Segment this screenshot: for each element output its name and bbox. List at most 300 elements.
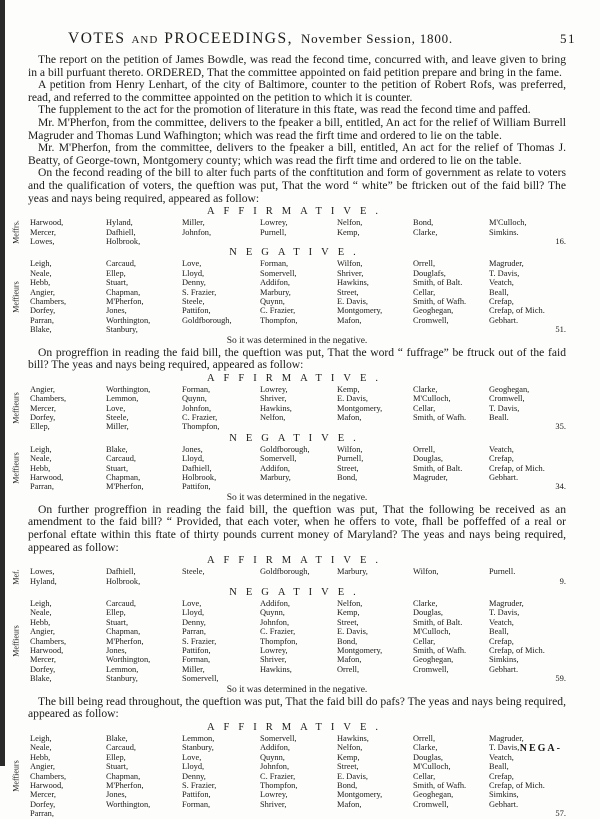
member-name: Steele, xyxy=(106,413,129,422)
member-name: Somervell, xyxy=(260,454,297,464)
member-name: Forman, xyxy=(182,655,211,665)
member-name: Neale, xyxy=(30,608,52,618)
vote-heading: NEGATIVE. xyxy=(229,587,365,599)
member-name: Street, xyxy=(337,762,359,772)
member-name: Chapman, xyxy=(106,771,141,781)
member-name: Holbrook, xyxy=(182,473,217,483)
member-name: Montgomery, xyxy=(337,646,383,656)
member-name: M'Culloch, xyxy=(413,394,451,404)
member-name: Veatch, xyxy=(489,444,514,454)
member-name: Cellar, xyxy=(413,771,436,781)
name-column xyxy=(106,385,182,432)
member-name: Dorfey, xyxy=(30,799,56,809)
name-column xyxy=(337,385,413,432)
member-name: Smith, of Balt. xyxy=(413,617,463,627)
member-name: Magruder, xyxy=(489,733,524,743)
member-name: Wilfon, xyxy=(413,567,439,577)
member-name: Montgomery, xyxy=(337,403,383,413)
member-name: Clarke, xyxy=(413,599,438,609)
member-name: Forman, xyxy=(260,259,289,269)
member-name: Simkins. xyxy=(489,227,519,237)
vote-name-grid xyxy=(11,218,566,246)
member-name: Johnfon, xyxy=(182,227,212,237)
member-name: Johnfon, xyxy=(182,403,212,413)
vote-heading: AFFIRMATIVE. xyxy=(206,206,388,218)
member-name: Smith, of Balt. xyxy=(413,278,463,288)
name-column xyxy=(182,599,260,684)
member-name: Quynn, xyxy=(260,752,285,762)
member-name: T. Davis, xyxy=(489,608,520,618)
name-column xyxy=(182,567,260,586)
paragraph: On progreffion in reading the faid bill, the queftion was put, That the word “ fuffrage” be ftruck out of the faid bill? The yeas and nays being required, appeared as follow: xyxy=(28,345,566,372)
member-name: Crefap, of Mich. xyxy=(489,463,545,473)
member-name: Addifon, xyxy=(260,599,291,609)
member-name: Hyland, xyxy=(106,218,133,228)
paragraph: On further progreffion in reading the faid bill, the queftion was put, That the following be received as an amendment to the faid bill? “ Provided, that each voter, when he offers to vote, fhall be poffeffed of a real or perfonal eftate within this ftate of thirty pounds current money of Maryland? The yeas and nays being required, appeared as follow: xyxy=(28,502,566,554)
member-name: Gebhart. xyxy=(489,473,519,483)
member-name: E. Davis, xyxy=(337,627,368,637)
member-name: Hebb, xyxy=(30,463,51,473)
name-column xyxy=(337,734,413,819)
member-name: Parran, xyxy=(30,315,54,325)
member-name: Douglafs, xyxy=(413,268,446,278)
document-page xyxy=(11,30,576,819)
member-name: Thompfon, xyxy=(182,422,220,432)
member-name: Cromwell, xyxy=(413,664,449,674)
name-column xyxy=(106,734,182,819)
member-name: E. Davis, xyxy=(337,771,368,781)
vote-heading: NEGATIVE. xyxy=(229,432,365,444)
member-name: Wilfon, xyxy=(337,444,363,454)
vote-affirmative xyxy=(11,372,566,432)
member-name: Geoghegan, xyxy=(413,306,454,316)
name-column xyxy=(489,218,549,246)
member-name: Love, xyxy=(182,752,202,762)
member-name: Stanbury, xyxy=(106,674,138,684)
member-name: Miller, xyxy=(182,664,205,674)
member-name: Veatch, xyxy=(489,617,514,627)
member-name: Nelfon, xyxy=(337,218,363,228)
name-column xyxy=(413,445,489,492)
session-label: November Session, 1800. xyxy=(300,31,453,46)
member-name: Orrell, xyxy=(337,664,360,674)
side-label: Meffieurs xyxy=(11,392,21,424)
member-name: Angier, xyxy=(30,762,56,772)
name-column xyxy=(30,599,106,684)
name-column xyxy=(182,734,260,819)
member-name: Johnfon, xyxy=(260,762,290,772)
member-name: M'Culloch, xyxy=(413,627,451,637)
member-name: Clarke, xyxy=(413,743,438,753)
member-name: Montgomery, xyxy=(337,790,383,800)
member-name: Stanbury, xyxy=(182,743,214,753)
page-number: 51 xyxy=(560,31,576,46)
member-name: Douglas, xyxy=(413,752,444,762)
name-column xyxy=(106,567,182,586)
member-name: Quynn, xyxy=(260,296,285,306)
paragraph: The bill being read throughout, the queftion was put, That the faid bill do pafs? The yeas and nays being required, appeared as follow: xyxy=(28,694,566,721)
member-name: Douglas, xyxy=(413,454,444,464)
member-name: Simkins, xyxy=(489,790,519,800)
determination-note: So it was determined in the negative. xyxy=(226,335,368,346)
side-label: Meffieurs xyxy=(11,625,21,658)
member-name: C. Frazier, xyxy=(260,627,296,637)
member-name: Neale, xyxy=(30,743,52,753)
name-column xyxy=(489,385,549,432)
member-name: Blake, xyxy=(106,733,128,743)
name-column xyxy=(413,385,489,432)
member-name: Hawkins, xyxy=(260,664,292,674)
member-name: Dafhiell, xyxy=(182,463,212,473)
member-name: Angier, xyxy=(30,287,56,297)
member-name: Harwood, xyxy=(30,780,64,790)
vote-negative xyxy=(11,432,566,492)
member-name: Shriver, xyxy=(260,655,287,665)
member-name: Carcaud, xyxy=(106,599,136,609)
member-name: Carcaud, xyxy=(106,743,136,753)
member-name: Dorfey, xyxy=(30,306,56,316)
member-name: Hawkins, xyxy=(260,403,292,413)
member-name: Steele, xyxy=(182,567,205,577)
member-name: T. Davis, xyxy=(489,403,520,413)
member-name: Jones, xyxy=(106,790,127,800)
member-name: Ellep, xyxy=(106,608,126,618)
member-name: Cromwell, xyxy=(489,394,525,404)
title-votes: VOTES xyxy=(68,30,126,47)
member-name: Smith, of Wafh. xyxy=(413,296,467,306)
name-column xyxy=(106,218,182,246)
member-name: Beall, xyxy=(489,627,509,637)
member-name: Dorfey, xyxy=(30,413,56,422)
member-name: Magruder, xyxy=(413,473,448,483)
member-name: Addifon, xyxy=(260,743,291,753)
vote-heading: AFFIRMATIVE. xyxy=(206,721,388,733)
member-name: Holbrook, xyxy=(106,576,141,586)
member-name: Worthington, xyxy=(106,799,151,809)
member-name: Geoghegan, xyxy=(413,790,454,800)
member-name: C. Frazier, xyxy=(182,413,218,422)
side-label: Meffrs. xyxy=(11,220,21,245)
member-name: Crefap, of Mich. xyxy=(489,306,545,316)
member-name: Parran, xyxy=(30,482,54,492)
name-column xyxy=(337,259,413,334)
member-name: Leigh, xyxy=(30,444,52,454)
name-column xyxy=(30,734,106,819)
member-name: Carcaud, xyxy=(106,259,136,269)
member-name: Bond, xyxy=(413,218,434,228)
name-column xyxy=(337,599,413,684)
vote-name-grid xyxy=(11,384,566,432)
member-name: Kemp, xyxy=(337,227,360,237)
name-column xyxy=(413,599,489,684)
member-name: Stuart, xyxy=(106,617,129,627)
member-name: Leigh, xyxy=(30,599,52,609)
member-name: Douglas, xyxy=(413,608,444,618)
vote-name-grid xyxy=(11,599,566,684)
member-name: Worthington, xyxy=(106,315,151,325)
member-name: T. Davis, xyxy=(489,743,520,753)
member-name: Bond, xyxy=(337,636,358,646)
member-name: Smith, of Wafh. xyxy=(413,646,467,656)
member-name: Stuart, xyxy=(106,762,129,772)
member-name: Geoghegan, xyxy=(489,384,530,394)
member-name: Love, xyxy=(106,403,126,413)
member-name: Lowrey, xyxy=(260,384,288,394)
member-name: Lowrey, xyxy=(260,790,288,800)
name-column xyxy=(413,218,489,246)
vote-negative xyxy=(11,587,566,684)
name-column xyxy=(30,259,106,334)
member-name: S. Frazier, xyxy=(182,287,217,297)
member-name: Lloyd, xyxy=(182,454,205,464)
name-column xyxy=(337,567,413,586)
member-name: Nelfon, xyxy=(337,599,363,609)
member-name: Mafon, xyxy=(337,315,362,325)
member-name: Veatch, xyxy=(489,752,514,762)
member-name: Harwood, xyxy=(30,473,64,483)
member-name: Street, xyxy=(337,463,359,473)
name-column xyxy=(106,259,182,334)
member-name: Cellar, xyxy=(413,636,436,646)
member-name: Jones, xyxy=(106,306,127,316)
member-name: Marbury, xyxy=(260,473,291,483)
member-name: Nelfon, xyxy=(337,743,363,753)
page-header xyxy=(28,30,576,48)
vote-heading: NEGATIVE. xyxy=(229,247,365,259)
member-name: Marbury, xyxy=(337,567,368,577)
member-name: Lowrey, xyxy=(260,646,288,656)
member-name: Shriver, xyxy=(260,799,287,809)
member-name: Lloyd, xyxy=(182,268,205,278)
member-name: Goldfborough, xyxy=(182,315,232,325)
member-name: Angier, xyxy=(30,384,56,394)
member-name: Worthington, xyxy=(106,384,151,394)
member-name: Orrell, xyxy=(413,733,436,743)
name-column xyxy=(260,218,337,246)
member-name: Crefap, xyxy=(489,636,514,646)
member-name: Shriver, xyxy=(260,394,287,404)
member-name: Clarke, xyxy=(413,384,438,394)
member-name: Cellar, xyxy=(413,287,436,297)
member-name: Kemp, xyxy=(337,384,360,394)
name-column xyxy=(106,599,182,684)
vote-name-grid xyxy=(11,567,566,586)
member-name: Street, xyxy=(337,617,359,627)
name-column xyxy=(260,599,337,684)
name-column xyxy=(260,734,337,819)
paragraph: The report on the petition of James Bowdle, was read the fecond time, concurred with, and leave given to bring in a bill purfuant thereto. ORDERED, That the committee appointed on faid petition prepare and bring in the fame. xyxy=(28,53,566,79)
member-name: Forman, xyxy=(182,799,211,809)
member-name: Kemp, xyxy=(337,752,360,762)
member-name: Steele, xyxy=(182,296,205,306)
member-name: Marbury, xyxy=(260,287,291,297)
member-name: Somervell, xyxy=(260,268,297,278)
member-name: Dorfey, xyxy=(30,664,56,674)
name-column xyxy=(30,567,106,586)
catchword: NEGA- xyxy=(519,743,562,754)
name-column xyxy=(489,259,549,334)
name-column xyxy=(182,445,260,492)
member-name: Orrell, xyxy=(413,259,436,269)
paragraph: The fupplement to the act for the promotion of literature in this ftate, was read the fecond time and paffed. xyxy=(38,103,531,117)
member-name: C. Frazier, xyxy=(260,306,296,316)
member-name: Bond, xyxy=(337,780,358,790)
vote-total: 57. xyxy=(555,808,566,819)
name-column xyxy=(30,445,106,492)
member-name: Chambers, xyxy=(30,771,67,781)
name-column xyxy=(489,599,549,684)
member-name: Cellar, xyxy=(413,403,436,413)
member-name: Thompfon, xyxy=(260,315,298,325)
member-name: Wilfon, xyxy=(337,259,363,269)
member-name: E. Davis, xyxy=(337,394,368,404)
member-name: Goldfborough, xyxy=(260,567,310,577)
member-name: Mafon, xyxy=(337,799,362,809)
member-name: Gebhart. xyxy=(489,664,519,674)
vote-name-grid xyxy=(11,444,566,492)
member-name: Lemmon, xyxy=(106,664,139,674)
member-name: Hawkins, xyxy=(337,733,369,743)
member-name: Mafon, xyxy=(337,655,362,665)
member-name: Mafon, xyxy=(337,413,362,422)
paragraph: Mr. M'Pherfon, from the committee, delivers to the fpeaker a bill, entitled, An act for the relief of Thomas J. Beatty, of George-town, Montgomery county; which was read the firft time and ordered to lie on the table. xyxy=(28,141,566,167)
member-name: Pattifon, xyxy=(182,790,211,800)
member-name: M'Pherfon, xyxy=(106,780,144,790)
member-name: Parran, xyxy=(182,627,206,637)
member-name: Mercer, xyxy=(30,655,56,665)
member-name: Denny, xyxy=(182,278,206,288)
member-name: Purnell, xyxy=(260,227,287,237)
vote-total: 16. xyxy=(555,235,566,246)
side-label: Meffieurs xyxy=(11,760,21,792)
member-name: Lowrey, xyxy=(260,218,288,228)
member-name: Ellep, xyxy=(30,422,50,432)
member-name: Lemmon, xyxy=(106,394,139,404)
paragraph: A petition from Henry Lenhart, of the city of Baltimore, counter to the petition of Robert Rofs, was preferred, read, and referred to the committee appointed on the petition to which it is counter. xyxy=(28,78,566,104)
name-column xyxy=(413,734,489,819)
member-name: Johnfon, xyxy=(260,617,290,627)
name-column xyxy=(182,218,260,246)
vote-affirmative xyxy=(11,721,566,819)
member-name: Veatch, xyxy=(489,278,514,288)
member-name: Miller, xyxy=(106,422,129,432)
member-name: Gebhart. xyxy=(489,315,519,325)
vote-total: 9. xyxy=(559,575,566,586)
member-name: Nelfon, xyxy=(260,413,286,422)
member-name: Beall, xyxy=(489,287,509,297)
member-name: Thompfon, xyxy=(260,780,298,790)
member-name: Chambers, xyxy=(30,394,67,404)
member-name: Worthington, xyxy=(106,655,151,665)
member-name: Crefap, xyxy=(489,771,514,781)
vote-total: 34. xyxy=(555,481,566,492)
member-name: Pattifon, xyxy=(182,646,211,656)
member-name: Chapman, xyxy=(106,473,141,483)
member-name: Orrell, xyxy=(413,444,436,454)
member-name: Lowes, xyxy=(30,236,55,246)
side-label: Meffieurs xyxy=(11,452,21,485)
member-name: Mercer, xyxy=(30,227,56,237)
member-name: Jones, xyxy=(106,646,127,656)
document-body xyxy=(11,53,566,819)
member-name: M'Culloch, xyxy=(413,762,451,772)
paragraph: Mr. M'Pherfon, from the committee, delivers to the fpeaker a bill, entitled, An act for the relief of William Burrell Magruder and Thomas Lund Wafhington; which was read the firft time and ordered to lie on the table. xyxy=(28,115,566,142)
member-name: T. Davis, xyxy=(489,268,520,278)
member-name: Chambers, xyxy=(30,636,67,646)
member-name: Lloyd, xyxy=(182,608,205,618)
member-name: Leigh, xyxy=(30,259,52,269)
vote-affirmative xyxy=(11,206,566,246)
member-name: Beall, xyxy=(489,762,509,772)
name-column xyxy=(489,567,549,586)
member-name: Hebb, xyxy=(30,617,51,627)
member-name: S. Frazier, xyxy=(182,636,217,646)
name-column xyxy=(30,218,106,246)
member-name: Leigh, xyxy=(30,733,52,743)
name-column xyxy=(260,385,337,432)
member-name: M'Pherfon, xyxy=(106,636,144,646)
member-name: Harwood, xyxy=(30,218,64,228)
member-name: Crefap, of Mich. xyxy=(489,780,545,790)
vote-affirmative xyxy=(11,555,566,586)
member-name: Jones, xyxy=(182,444,203,454)
member-name: Lemmon, xyxy=(182,733,215,743)
title-and: AND xyxy=(131,34,159,46)
member-name: Love, xyxy=(182,259,202,269)
vote-negative xyxy=(11,247,566,335)
member-name: Street, xyxy=(337,287,359,297)
vote-heading: AFFIRMATIVE. xyxy=(206,372,388,384)
member-name: Hebb, xyxy=(30,278,51,288)
name-column xyxy=(106,445,182,492)
member-name: Magruder, xyxy=(489,259,524,269)
member-name: Somervell, xyxy=(182,674,219,684)
name-column xyxy=(413,567,489,586)
member-name: Hebb, xyxy=(30,752,51,762)
member-name: Mercer, xyxy=(30,403,56,413)
member-name: Ellep, xyxy=(106,752,126,762)
member-name: M'Pherfon, xyxy=(106,482,144,492)
member-name: Denny, xyxy=(182,771,206,781)
member-name: Blake, xyxy=(30,325,52,335)
name-column xyxy=(413,259,489,334)
member-name: Beall. xyxy=(489,413,509,422)
member-name: Pattifon, xyxy=(182,306,211,316)
side-label: Mef. xyxy=(11,568,21,585)
member-name: Crefap, of Mich. xyxy=(489,646,545,656)
member-name: Dafhiell, xyxy=(106,567,136,577)
member-name: Addifon, xyxy=(260,278,291,288)
member-name: Montgomery, xyxy=(337,306,383,316)
member-name: Somervell, xyxy=(260,733,297,743)
member-name: Pattifon, xyxy=(182,482,211,492)
vote-total: 35. xyxy=(555,421,566,432)
name-column xyxy=(489,445,549,492)
member-name: Cromwell, xyxy=(413,799,449,809)
member-name: S. Frazier, xyxy=(182,780,217,790)
member-name: Angier, xyxy=(30,627,56,637)
member-name: Purnell, xyxy=(337,454,364,464)
name-column xyxy=(337,218,413,246)
member-name: Cromwell, xyxy=(413,315,449,325)
member-name: Bond, xyxy=(337,473,358,483)
member-name: Ellep, xyxy=(106,268,126,278)
member-name: Stanbury, xyxy=(106,325,138,335)
member-name: Simkins, xyxy=(489,655,519,665)
member-name: Magruder, xyxy=(489,599,524,609)
name-column xyxy=(182,385,260,432)
vote-heading: AFFIRMATIVE. xyxy=(206,555,388,567)
